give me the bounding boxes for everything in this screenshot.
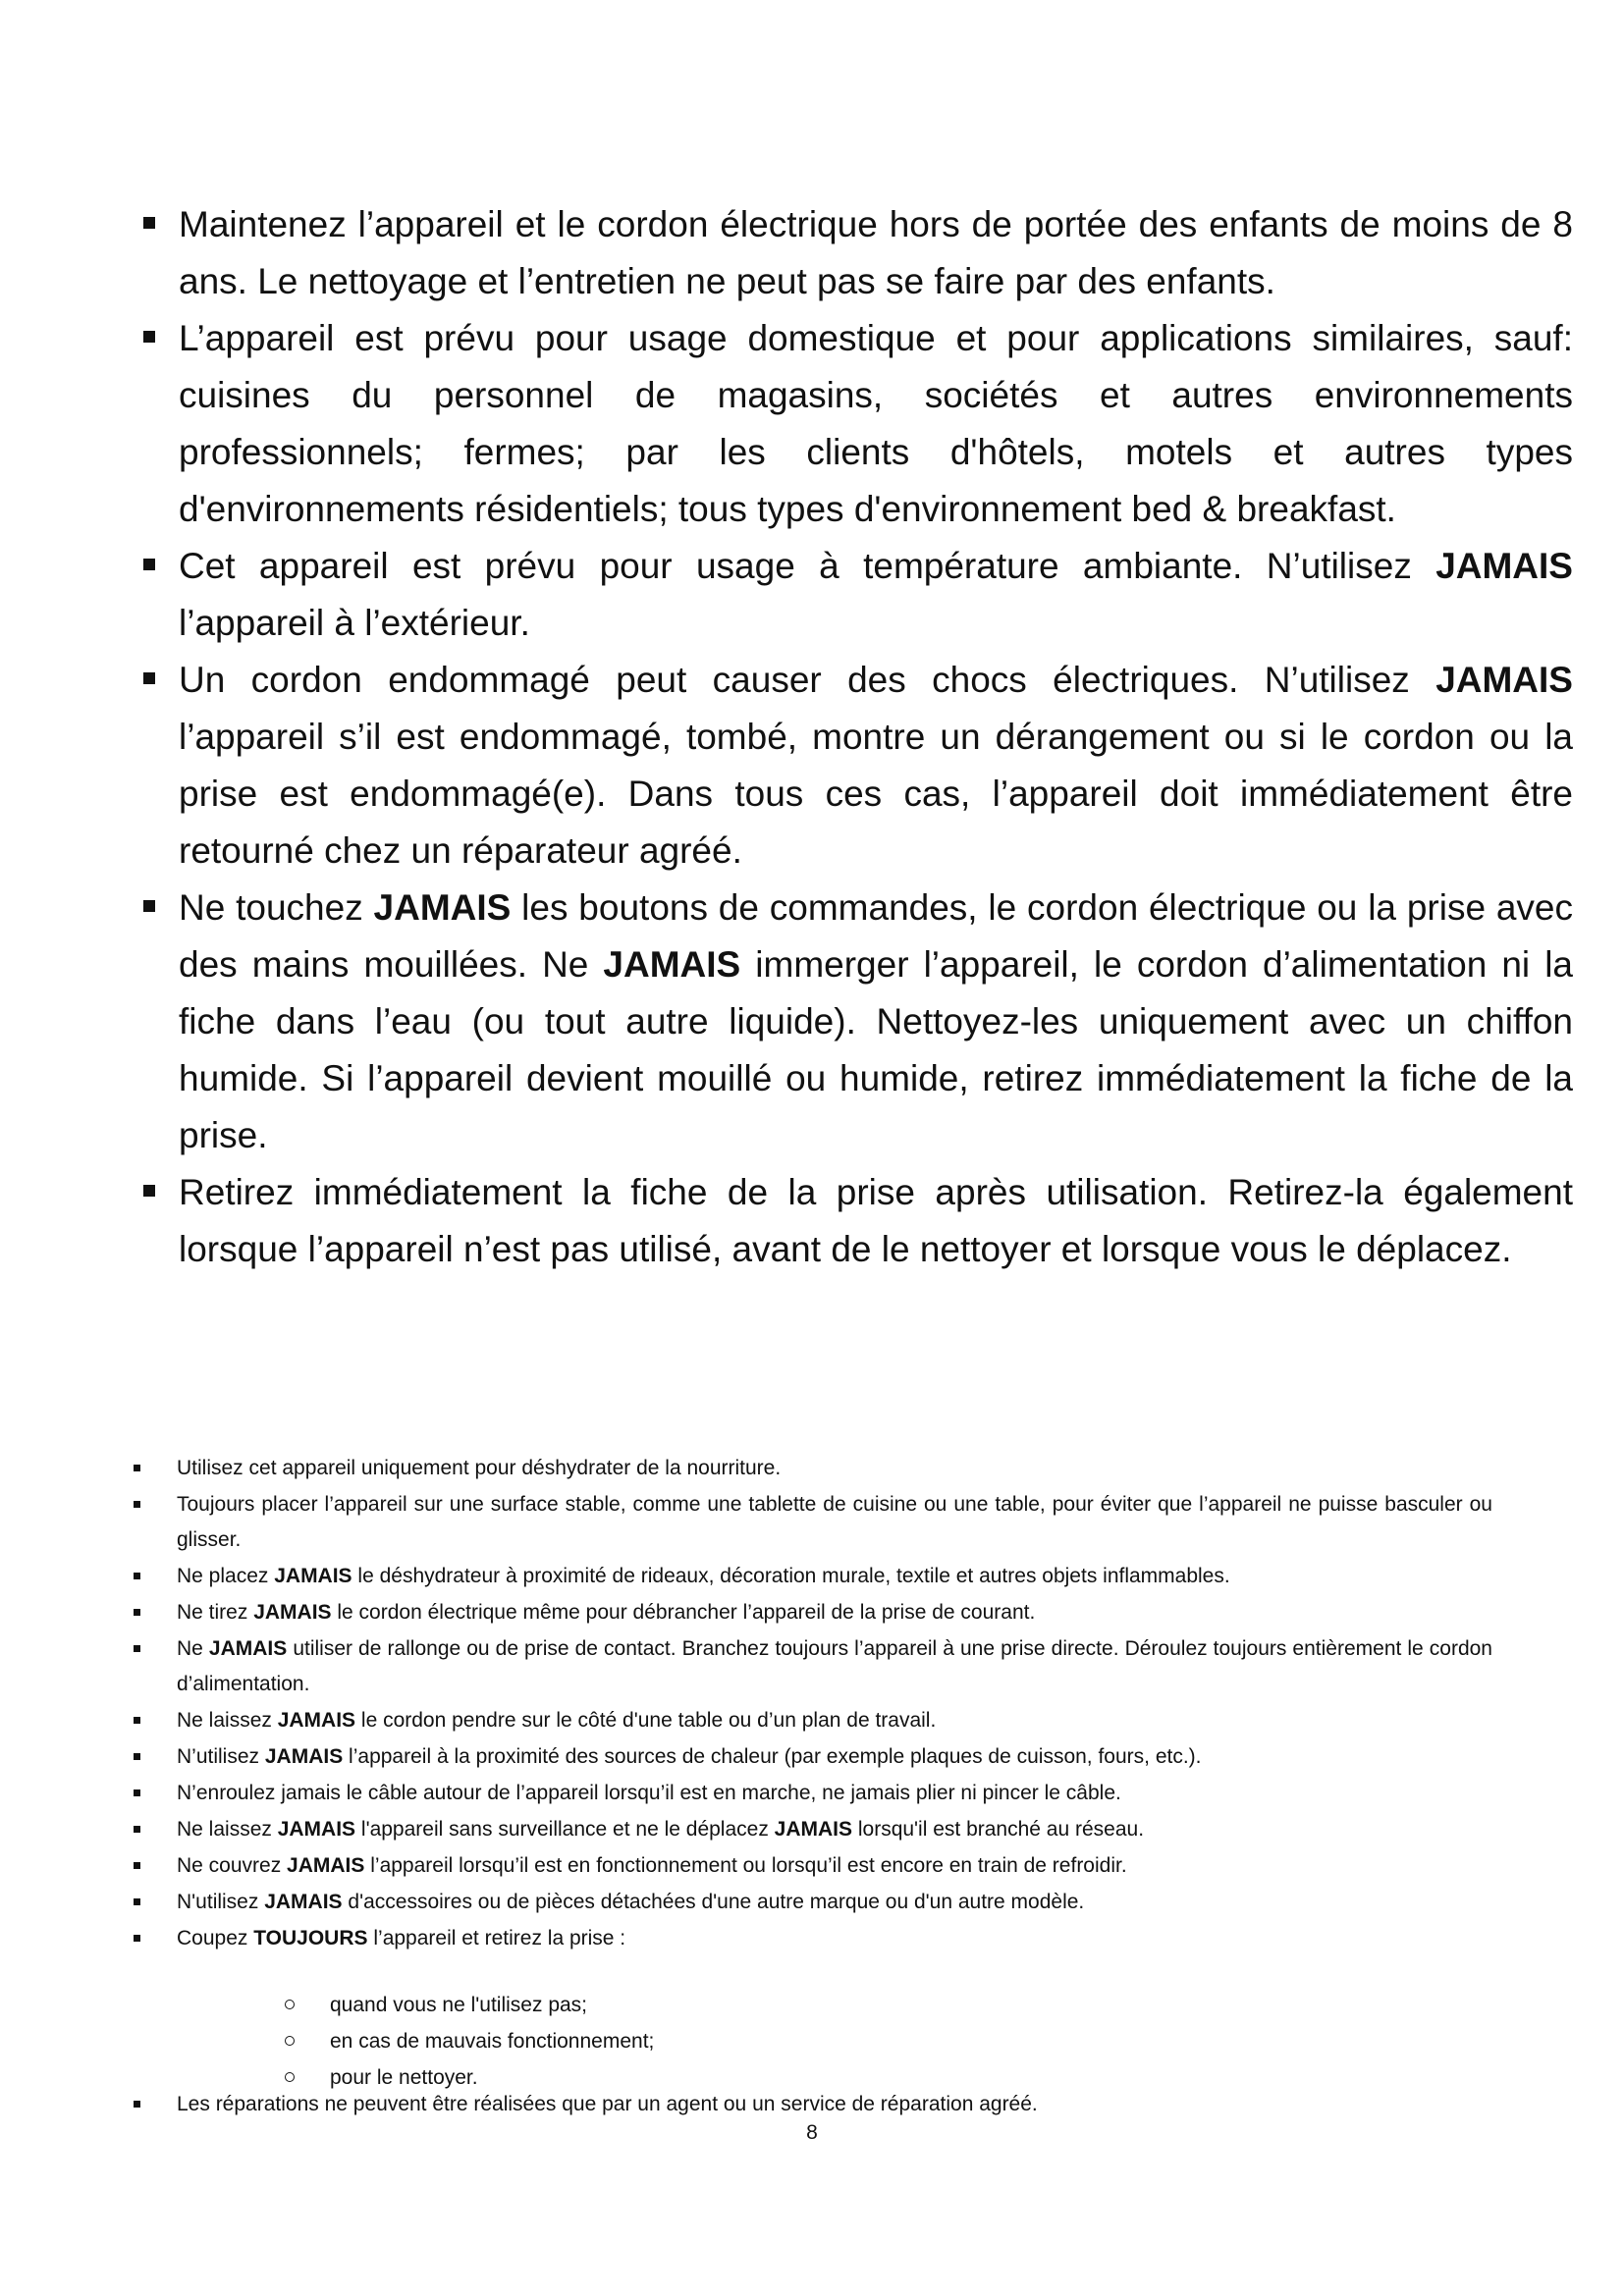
- square-bullet-icon: [134, 1609, 140, 1616]
- text-segment: Toujours placer l’appareil sur une surface stable, comme une tablette de cuisine ou une table, pour éviter que l’appareil ne puisse basculer ou glisser.: [177, 1493, 1492, 1551]
- small-item-text: [177, 1818, 1144, 1841]
- text-segment: Cet appareil est prévu pour usage à température ambiante. N’utilisez: [179, 546, 1436, 586]
- square-bullet-icon: [134, 1789, 140, 1796]
- sub-list: [169, 1987, 1485, 2096]
- small-item-text: [177, 1601, 1035, 1624]
- large-list-item: [137, 880, 1573, 1164]
- text-segment: Un cordon endommagé peut causer des chocs électriques. N’utilisez: [179, 660, 1436, 700]
- text-segment: d'accessoires ou de pièces détachées d'une autre marque ou d'un autre modèle.: [342, 1891, 1085, 1913]
- square-bullet-icon: [134, 1935, 140, 1942]
- large-item-text: [179, 310, 1573, 538]
- small-list-item: [169, 1703, 1492, 1738]
- small-item-text: [177, 1637, 1492, 1695]
- text-segment: Ne couvrez: [177, 1854, 288, 1877]
- text-segment: Retirez immédiatement la fiche de la prise après utilisation. Retirez-la également lorsque l’appareil n’est pas utilisé, avant de le nettoyer et lorsque vous le déplacez.: [179, 1172, 1573, 1269]
- text-segment: L’appareil est prévu pour usage domestique et pour applications similaires, sauf: cuisines du personnel de magasins, sociétés et autres environnements professionnels; fermes; par les clients d'hôtels, motels et autres types d'environnements résidentiels; tous types d'environnement bed & breakfast.: [179, 318, 1573, 529]
- large-item-text: [179, 1164, 1573, 1278]
- small-list-item: [169, 1487, 1492, 1558]
- small-safety-list: [169, 1451, 1504, 1957]
- small-list-item: [169, 1776, 1492, 1811]
- square-bullet-icon: [134, 1501, 140, 1508]
- large-item-text: [179, 196, 1573, 310]
- page-number: 8: [806, 2121, 818, 2144]
- square-bullet-icon: [143, 559, 155, 570]
- large-item-text: [179, 880, 1573, 1164]
- small-item-text: [177, 1565, 1230, 1587]
- text-segment: N'utilisez: [177, 1891, 265, 1913]
- text-segment: l’appareil et retirez la prise :: [367, 1927, 626, 1949]
- circle-bullet-icon: [285, 2072, 295, 2082]
- text-segment: le cordon pendre sur le côté d'une table ou d’un plan de travail.: [355, 1709, 937, 1732]
- text-segment: Maintenez l’appareil et le cordon électrique hors de portée des enfants de moins de 8 ans. Le nettoyage et l’entretien ne peut pas se faire par des enfants.: [179, 204, 1573, 301]
- small-item-text: [177, 1457, 781, 1479]
- emphasis-text: JAMAIS: [277, 1818, 356, 1841]
- small-list-item: [169, 1812, 1492, 1847]
- emphasis-text: JAMAIS: [253, 1601, 332, 1624]
- emphasis-text: JAMAIS: [603, 944, 741, 985]
- emphasis-text: JAMAIS: [373, 887, 512, 928]
- small-item-text: [177, 1745, 1202, 1768]
- square-bullet-icon: [134, 1645, 140, 1652]
- emphasis-text: TOUJOURS: [253, 1927, 368, 1949]
- square-bullet-icon: [134, 1573, 140, 1579]
- sub-list-item: [169, 1987, 1485, 2023]
- small-item-text: Les réparations ne peuvent être réalisées que par un agent ou un service de réparation agréé.: [177, 2093, 1038, 2115]
- emphasis-text: JAMAIS: [774, 1818, 853, 1841]
- small-item-text: [177, 1891, 1084, 1913]
- small-item-text: [177, 1927, 625, 1949]
- square-bullet-icon: [134, 2101, 140, 2108]
- text-segment: Ne laissez: [177, 1709, 278, 1732]
- sub-list-item: [169, 2023, 1485, 2059]
- square-bullet-icon: [143, 672, 155, 684]
- text-segment: Coupez: [177, 1927, 254, 1949]
- small-item-text: [177, 1782, 1121, 1804]
- text-segment: le cordon électrique même pour débrancher l’appareil de la prise de courant.: [331, 1601, 1036, 1624]
- sub-item-text: en cas de mauvais fonctionnement;: [330, 2030, 655, 2053]
- text-segment: Utilisez cet appareil uniquement pour déshydrater de la nourriture.: [177, 1457, 782, 1479]
- large-safety-list: [137, 196, 1591, 1278]
- emphasis-text: JAMAIS: [287, 1854, 365, 1877]
- square-bullet-icon: [134, 1753, 140, 1760]
- emphasis-text: JAMAIS: [1435, 546, 1573, 586]
- small-list-item: [169, 2087, 1492, 2122]
- text-segment: les boutons de commandes, le cordon électrique ou la prise avec des mains mouillées. Ne: [179, 887, 1573, 985]
- text-segment: Ne laissez: [177, 1818, 278, 1841]
- square-bullet-icon: [143, 900, 155, 912]
- small-list-item: [169, 1848, 1492, 1884]
- sub-item-text: pour le nettoyer.: [330, 2066, 478, 2089]
- text-segment: le déshydrateur à proximité de rideaux, décoration murale, textile et autres objets inflammables.: [352, 1565, 1230, 1587]
- emphasis-text: JAMAIS: [1435, 660, 1573, 700]
- square-bullet-icon: [143, 1185, 155, 1197]
- text-segment: l'appareil sans surveillance et ne le déplacez: [355, 1818, 775, 1841]
- small-item-text: [177, 1854, 1127, 1877]
- small-item-text: [177, 1709, 936, 1732]
- square-bullet-icon: [134, 1826, 140, 1833]
- small-item-text: [177, 1493, 1492, 1551]
- small-list-item: [169, 1451, 1492, 1486]
- large-item-text: [179, 652, 1573, 880]
- small-list-item: [169, 1559, 1492, 1594]
- square-bullet-icon: [134, 1898, 140, 1905]
- text-segment: Ne touchez: [179, 887, 374, 928]
- emphasis-text: JAMAIS: [264, 1891, 343, 1913]
- large-list-item: [137, 538, 1573, 652]
- text-segment: Ne: [177, 1637, 209, 1660]
- text-segment: N’enroulez jamais le câble autour de l’appareil lorsqu’il est en marche, ne jamais plier ni pincer le câble.: [177, 1782, 1121, 1804]
- large-list-item: [137, 310, 1573, 538]
- small-list-item: [169, 1739, 1492, 1775]
- text-segment: Ne placez: [177, 1565, 275, 1587]
- square-bullet-icon: [143, 217, 155, 229]
- text-segment: immerger l’appareil, le cordon d’alimentation ni la fiche dans l’eau (ou tout autre liquide). Nettoyez-les uniquement avec un chiffon humide. Si l’appareil devient mouillé ou humide, retirez immédiatement la fiche de la prise.: [179, 944, 1573, 1155]
- text-segment: N’utilisez: [177, 1745, 265, 1768]
- emphasis-text: JAMAIS: [264, 1745, 344, 1768]
- small-list-item: [169, 1595, 1492, 1630]
- text-segment: l’appareil à la proximité des sources de chaleur (par exemple plaques de cuisson, fours, etc.).: [343, 1745, 1202, 1768]
- text-segment: l’appareil s’il est endommagé, tombé, montre un dérangement ou si le cordon ou la prise est endommagé(e). Dans tous ces cas, l’appareil doit immédiatement être retourné chez un réparateur agréé.: [179, 717, 1573, 871]
- text-segment: l’appareil à l’extérieur.: [179, 603, 530, 643]
- large-list-item: [137, 1164, 1573, 1278]
- text-segment: utiliser de rallonge ou de prise de contact. Branchez toujours l’appareil à une prise directe. Déroulez toujours entièrement le cordon d’alimentation.: [177, 1637, 1492, 1695]
- text-segment: Ne tirez: [177, 1601, 254, 1624]
- small-list-item: [169, 1921, 1492, 1956]
- large-item-text: [179, 538, 1573, 652]
- text-segment: l’appareil lorsqu’il est en fonctionnement ou lorsqu’il est encore en train de refroidir.: [364, 1854, 1127, 1877]
- large-list-item: [137, 652, 1573, 880]
- square-bullet-icon: [143, 331, 155, 343]
- large-list-item: [137, 196, 1573, 310]
- square-bullet-icon: [134, 1465, 140, 1471]
- text-segment: lorsqu'il est branché au réseau.: [852, 1818, 1145, 1841]
- square-bullet-icon: [134, 1862, 140, 1869]
- square-bullet-icon: [134, 1717, 140, 1724]
- emphasis-text: JAMAIS: [274, 1565, 352, 1587]
- small-list-item: [169, 1885, 1492, 1920]
- emphasis-text: JAMAIS: [208, 1637, 288, 1660]
- emphasis-text: JAMAIS: [277, 1709, 356, 1732]
- sub-item-text: quand vous ne l'utilisez pas;: [330, 1994, 588, 2016]
- circle-bullet-icon: [285, 2036, 295, 2046]
- small-list-item: [169, 1631, 1492, 1702]
- circle-bullet-icon: [285, 2000, 295, 2009]
